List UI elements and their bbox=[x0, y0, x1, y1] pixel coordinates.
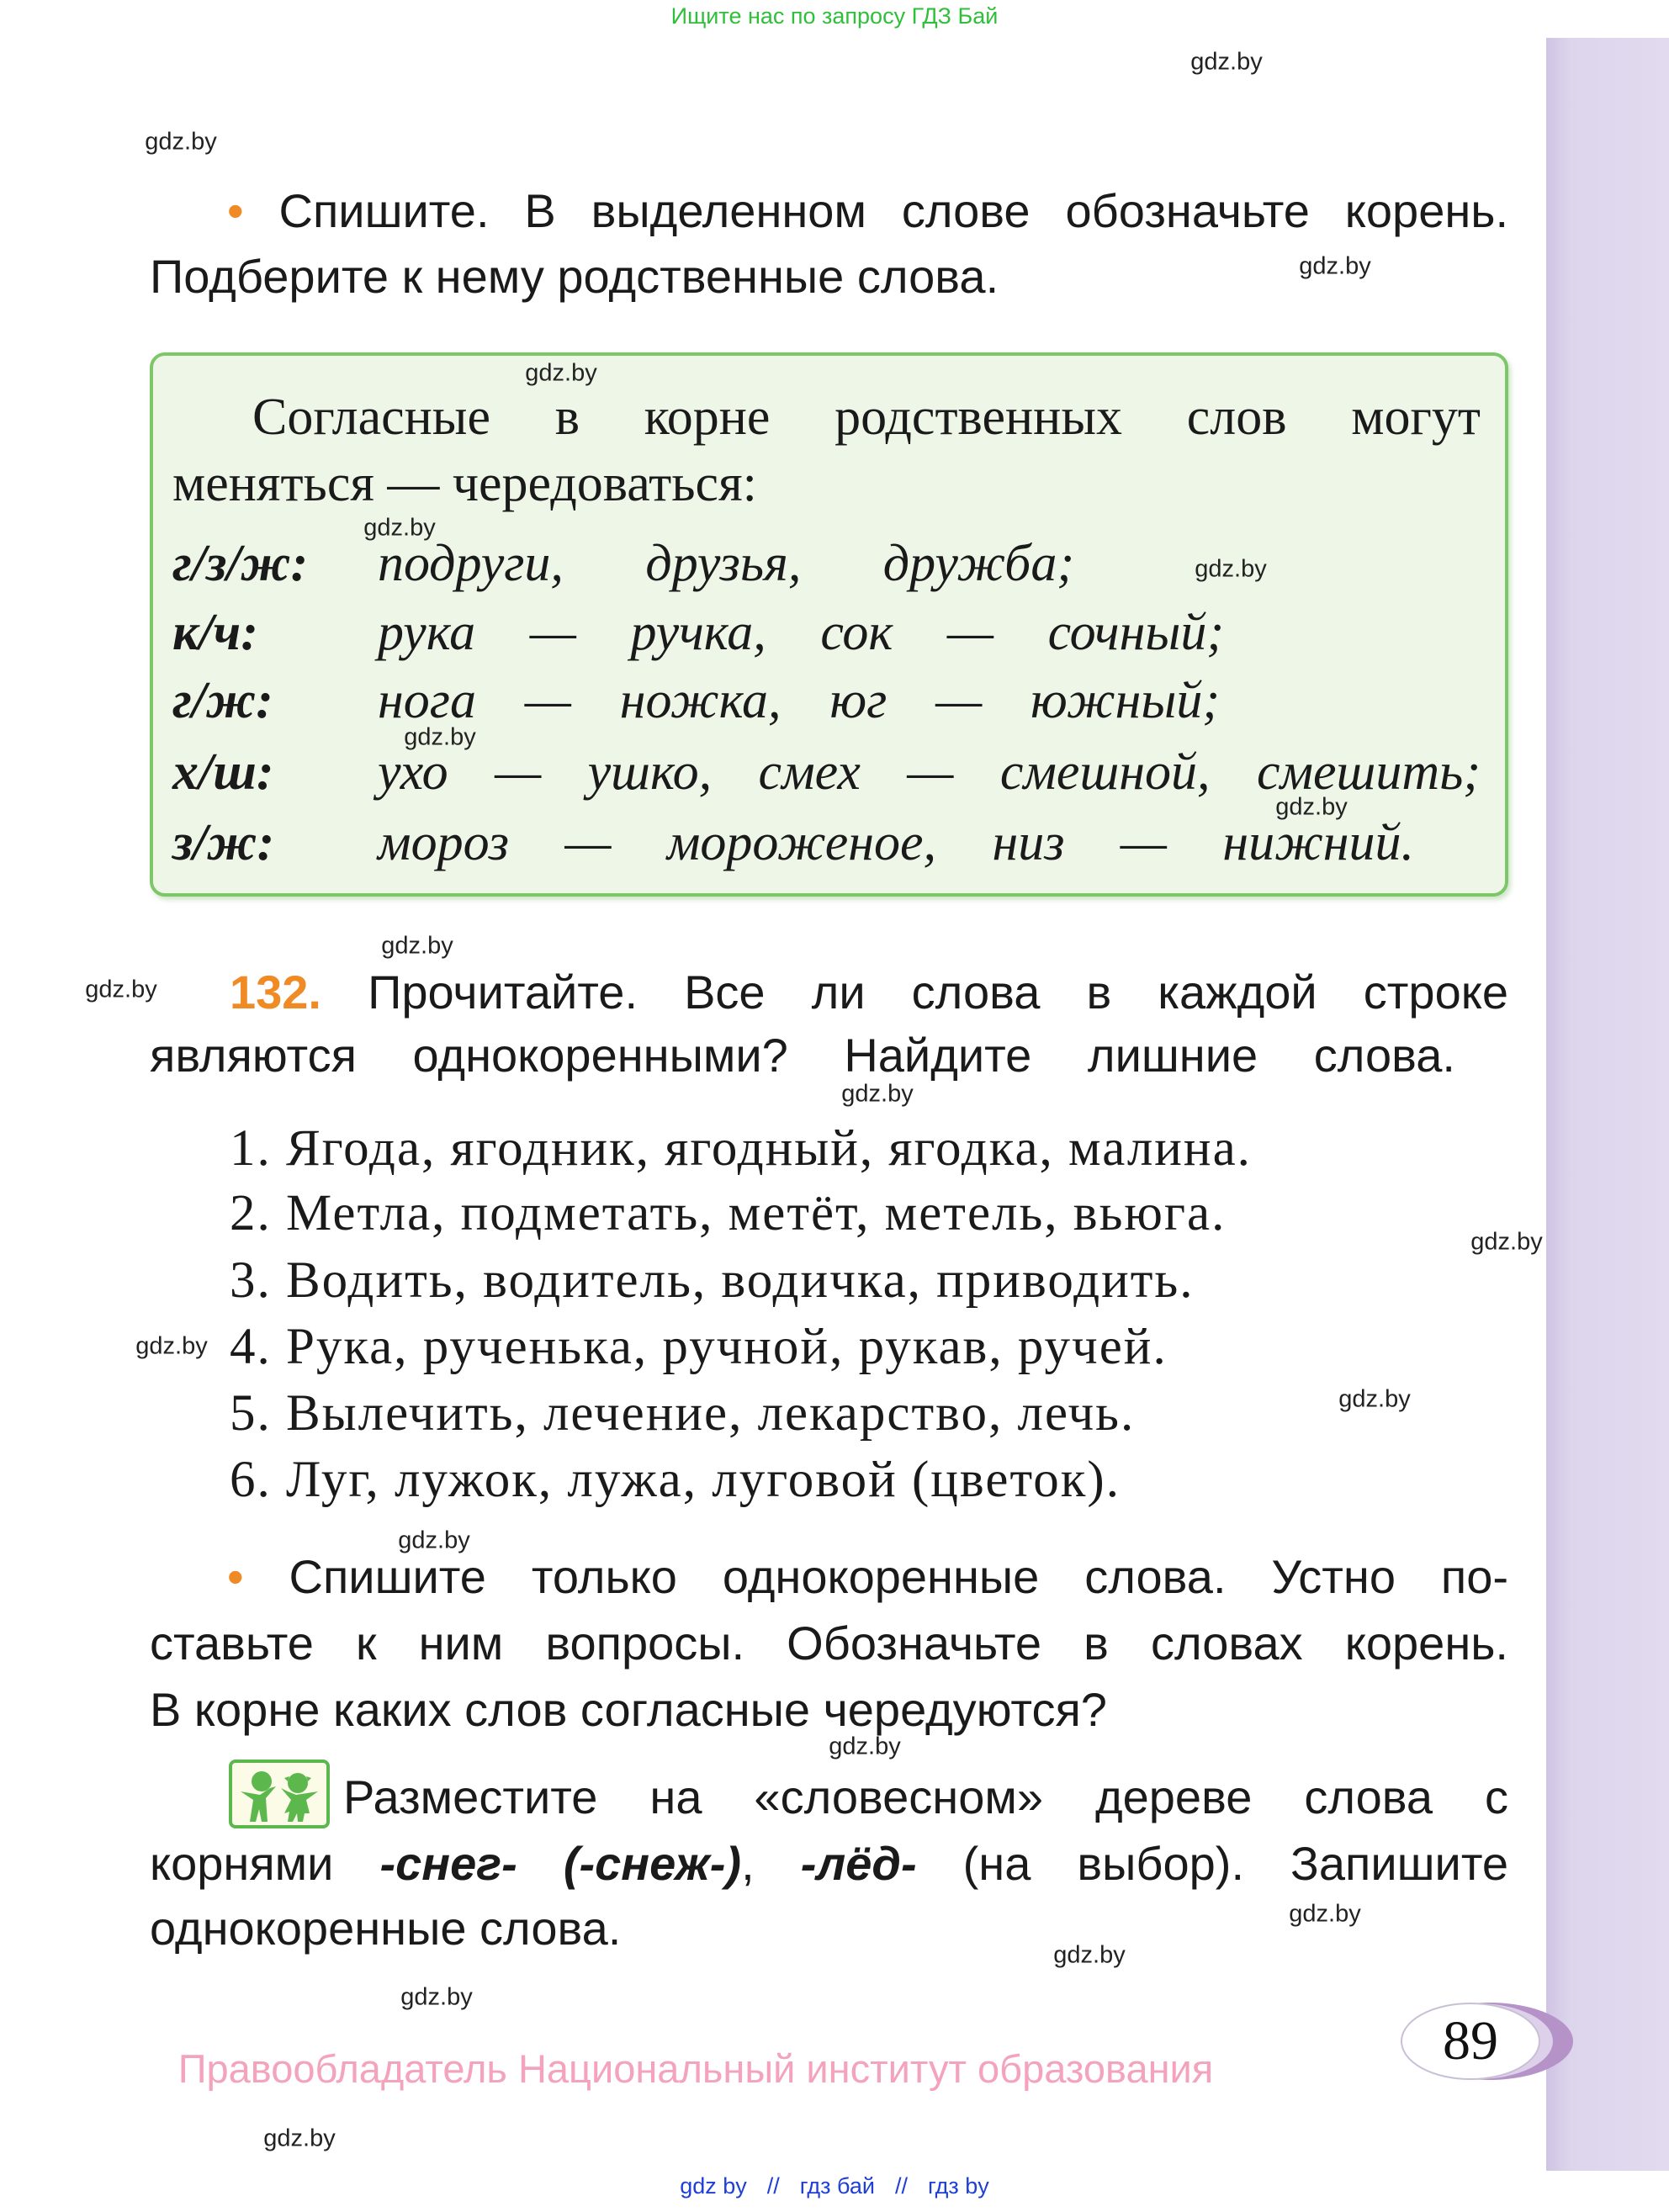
root-snow: -снег- (-снеж-) bbox=[379, 1837, 742, 1890]
list-item: 5. Вылечить, лечение, лекарство, лечь. bbox=[230, 1385, 1136, 1442]
list-item: 3. Водить, водитель, водичка, приводить. bbox=[230, 1252, 1195, 1309]
watermark: gdz.by bbox=[363, 514, 436, 542]
bullet-icon: • bbox=[227, 184, 244, 237]
watermark: gdz.by bbox=[400, 1983, 473, 2011]
task-text: корнями bbox=[150, 1837, 380, 1890]
watermark: gdz.by bbox=[145, 128, 217, 156]
exercise-task-line-1 bbox=[227, 1552, 1508, 1602]
link-gdz-by[interactable]: gdz by bbox=[680, 2173, 747, 2199]
watermark: gdz.by bbox=[525, 359, 597, 387]
task-text: Спишите только однокоренные слова. Устно по- bbox=[289, 1550, 1508, 1603]
list-item: 4. Рука, рученька, ручной, рукав, ручей. bbox=[230, 1319, 1168, 1375]
watermark: gdz.by bbox=[1338, 1385, 1411, 1413]
watermark: gdz.by bbox=[1275, 793, 1348, 821]
search-hint[interactable]: Ищите нас по запросу ГДЗ Бай bbox=[670, 3, 999, 29]
list-item: 1. Ягода, ягодник, ягодный, ягодка, малина. bbox=[230, 1120, 1252, 1177]
task-rewrite-line-1 bbox=[227, 186, 1508, 236]
watermark: gdz.by bbox=[404, 723, 476, 751]
watermark: gdz.by bbox=[1053, 1941, 1126, 1969]
watermark: gdz.by bbox=[1299, 252, 1371, 280]
rule-row-label: г/з/ж: bbox=[172, 535, 309, 592]
pair-task-line-2 bbox=[150, 1839, 1508, 1889]
rule-intro-line-2: меняться — чередоваться: bbox=[172, 455, 757, 512]
watermark: gdz.by bbox=[841, 1080, 914, 1108]
task-text: (на выбор). Запишите bbox=[916, 1837, 1509, 1890]
task-rewrite-line-2: Подберите к нему родственные слова. bbox=[150, 250, 999, 303]
bullet-icon: • bbox=[227, 1550, 244, 1603]
exercise-heading-line-1 bbox=[230, 967, 1508, 1018]
rule-row-label: х/ш: bbox=[172, 744, 274, 801]
task-text: , bbox=[741, 1837, 801, 1890]
link-gdz-by-cyr[interactable]: гдз by bbox=[928, 2173, 989, 2199]
watermark: gdz.by bbox=[85, 976, 157, 1003]
separator: // bbox=[766, 2173, 780, 2199]
watermark: gdz.by bbox=[1470, 1228, 1543, 1256]
copyright-text: Правообладатель Национальный институт образования bbox=[177, 2046, 1214, 2091]
watermark: gdz.by bbox=[1289, 1900, 1361, 1928]
exercise-task-line-3: В корне каких слов согласные чередуются? bbox=[150, 1683, 1107, 1736]
rule-row-label: з/ж: bbox=[172, 814, 275, 871]
rule-intro-line-1: Согласные в корне родственных слов могут bbox=[252, 389, 1481, 446]
list-item: 6. Луг, лужок, лужа, луговой (цветок). bbox=[230, 1452, 1121, 1508]
rule-row-words: подруги, друзья, дружба; bbox=[378, 535, 1074, 592]
rule-row-words: мороз — мороженое, низ — нижний. bbox=[378, 814, 1414, 871]
pair-task-line-3: однокоренные слова. bbox=[150, 1902, 622, 1955]
rule-row-words: нога — ножка, юг — южный; bbox=[378, 672, 1220, 729]
watermark: gdz.by bbox=[829, 1733, 901, 1760]
watermark: gdz.by bbox=[135, 1332, 208, 1360]
watermark: gdz.by bbox=[398, 1527, 470, 1554]
pair-task-line-1: Разместите на «словесном» дереве слова с bbox=[343, 1770, 1508, 1823]
watermark: gdz.by bbox=[263, 2125, 336, 2152]
exercise-number: 132. bbox=[230, 966, 321, 1019]
link-gdz-bai[interactable]: гдз бай bbox=[799, 2173, 875, 2199]
exercise-heading-line-2: являются однокоренными? Найдите лишние слова. bbox=[150, 1029, 1455, 1082]
page-number: 89 bbox=[1443, 2010, 1498, 2072]
rule-row-words: ухо — ушко, смех — смешной, смешить; bbox=[378, 744, 1481, 801]
rule-row-label: г/ж: bbox=[172, 672, 273, 729]
separator: // bbox=[894, 2173, 908, 2199]
rule-row-words: рука — ручка, сок — сочный; bbox=[378, 604, 1224, 661]
watermark: gdz.by bbox=[1195, 555, 1267, 583]
task-text: Спишите. В выделенном слове обозначьте корень. bbox=[278, 184, 1509, 237]
exercise-text: Прочитайте. Все ли слова в каждой строке bbox=[368, 966, 1508, 1019]
watermark: gdz.by bbox=[1190, 48, 1263, 76]
decorative-alphabet-sidebar bbox=[1546, 38, 1669, 2171]
bottom-links bbox=[0, 2173, 1669, 2199]
rule-row-label: к/ч: bbox=[172, 604, 258, 661]
watermark: gdz.by bbox=[381, 932, 453, 960]
list-item: 2. Метла, подметать, метёт, метель, вьюга. bbox=[230, 1185, 1227, 1241]
children-pair-icon bbox=[229, 1760, 330, 1828]
exercise-task-line-2: ставьте к ним вопросы. Обозначьте в словах корень. bbox=[150, 1617, 1508, 1670]
root-ice: -лёд- bbox=[800, 1837, 917, 1890]
